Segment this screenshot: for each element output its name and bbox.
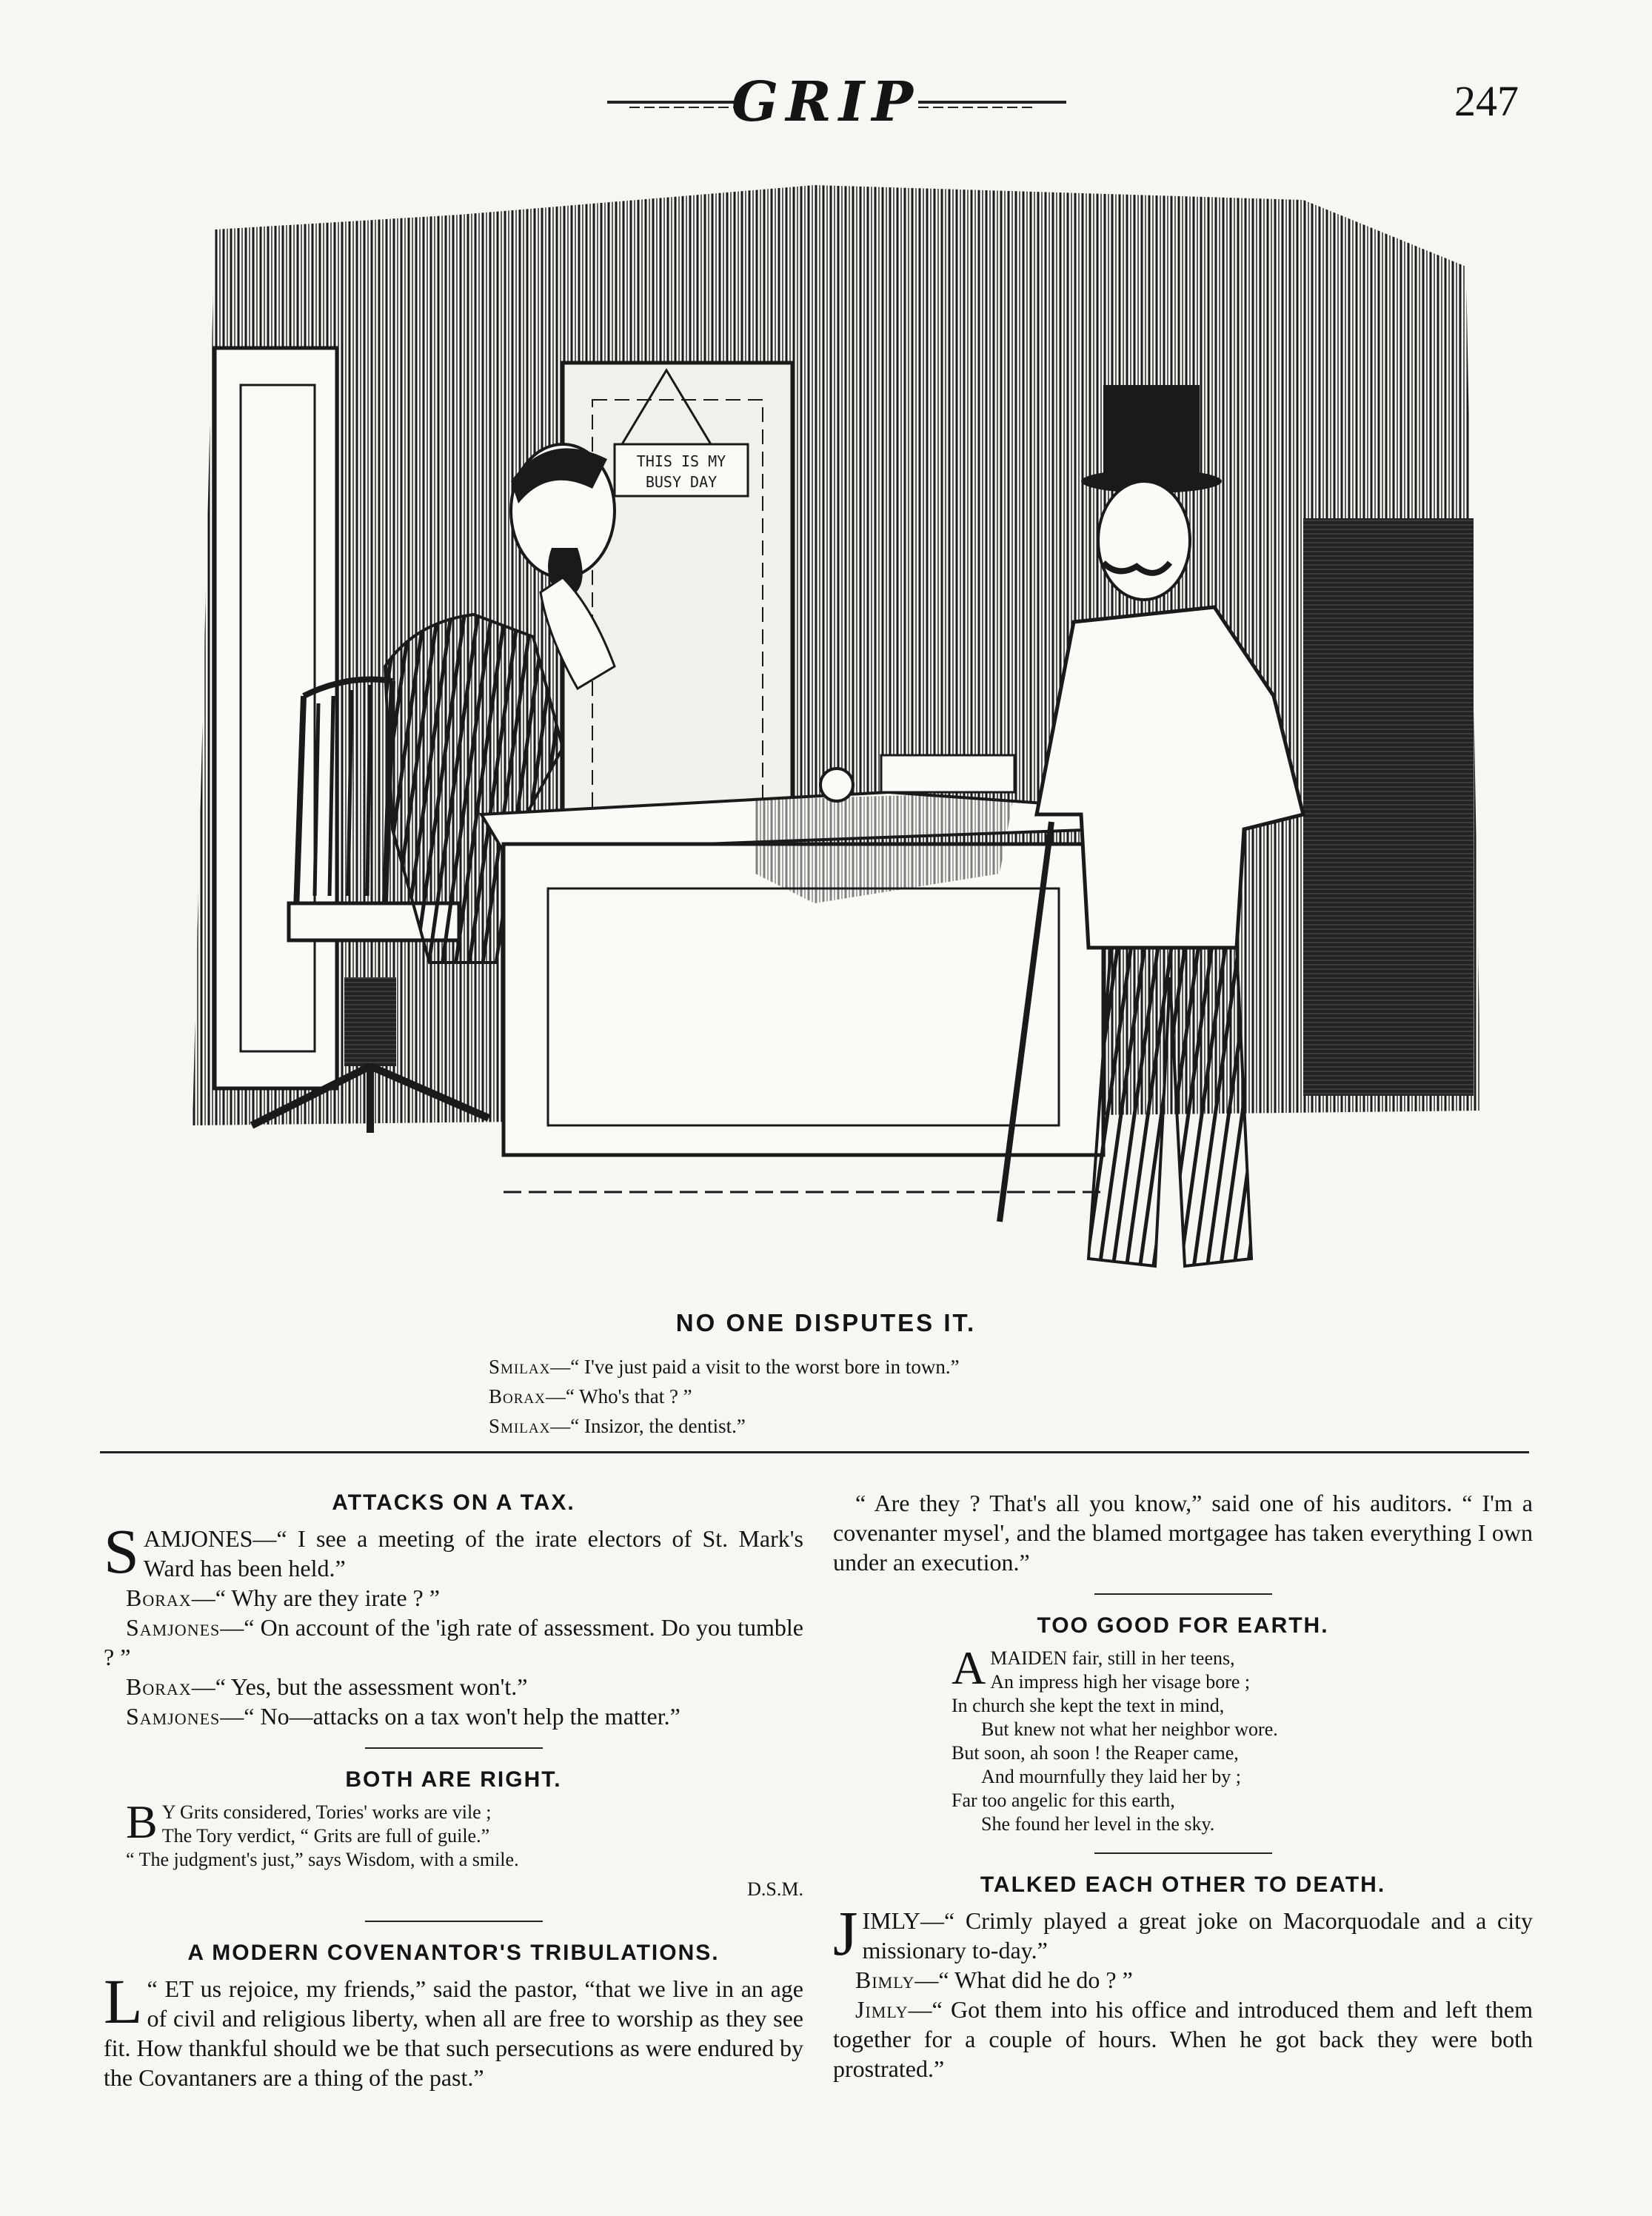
paragraph: “ Are they ? That's all you know,” said one of his auditors. “ I'm a covenanter mysel', and the blamed mortgagee has taken everything I own under an execution.” — [833, 1490, 1533, 1576]
cartoon-drawing — [148, 163, 1540, 1303]
verse-earth — [952, 1641, 1533, 1836]
article-heading-death: TALKED EACH OTHER TO DEATH. — [980, 1872, 1386, 1897]
article-divider — [365, 1921, 543, 1922]
article-heading-covenantor: A MODERN COVENANTOR'S TRIBULATIONS. — [187, 1941, 720, 1965]
book-stack — [881, 755, 1014, 792]
paragraph: Borax—“ Why are they irate ? ” — [126, 1584, 440, 1611]
verse-line: But knew not what her neighbor wore. — [981, 1718, 1278, 1740]
dialogue-text: —“ I've just paid a visit to the worst bore in town.” — [550, 1356, 960, 1378]
masthead-title: GRIP — [732, 70, 920, 134]
paragraph: Jimly—“ Got them into his office and introduced them and left them together for a couple of hours. When he got back they were both prostrated.” — [833, 1996, 1533, 2082]
ink-bottle — [820, 769, 853, 801]
dialogue-line — [489, 1411, 960, 1441]
drop-cap: S — [104, 1516, 139, 1587]
drop-cap: A — [952, 1641, 986, 1694]
dialogue-text: —“ Who's that ? ” — [545, 1385, 692, 1407]
paragraph: Samjones—“ No—attacks on a tax won't help the matter.” — [126, 1703, 680, 1730]
chair-pedestal — [344, 977, 396, 1066]
paragraph: Samjones—“ On account of the 'igh rate of assessment. Do you tumble ? ” — [104, 1614, 803, 1670]
masthead — [0, 70, 1652, 137]
drop-cap: B — [126, 1795, 158, 1848]
dialogue-text: —“ Insizor, the dentist.” — [550, 1415, 746, 1437]
paragraph: Bimly—“ What did he do ? ” — [855, 1966, 1133, 1993]
article-divider — [365, 1747, 543, 1749]
author-signature: D.S.M. — [747, 1878, 803, 1900]
speaker-name: Smilax — [489, 1356, 551, 1378]
verse-line: But soon, ah soon ! the Reaper came, — [952, 1742, 1239, 1764]
dialogue-line — [489, 1382, 960, 1411]
speaker-name: Borax — [489, 1385, 546, 1407]
article-heading-attacks: ATTACKS ON A TAX. — [332, 1490, 575, 1515]
speaker-name: Smilax — [489, 1415, 551, 1437]
paragraph: SAMJONES—“ I see a meeting of the irate electors of St. Mark's Ward has been held.” — [104, 1516, 803, 1587]
article-divider — [1094, 1852, 1272, 1854]
paragraph: JIMLY—“ Crimly played a great joke on Macorquodale and a city missionary to-day.” — [833, 1898, 1533, 1969]
sign-text-line2: BUSY DAY — [645, 473, 718, 491]
right-column — [833, 1488, 1533, 2083]
drop-cap: J — [833, 1898, 858, 1969]
section-divider — [100, 1451, 1529, 1453]
verse-line: And mournfully they laid her by ; — [981, 1766, 1241, 1787]
cartoon-dialogue — [489, 1352, 960, 1441]
sign-text-line1: THIS IS MY — [636, 452, 726, 470]
article-heading-both: BOTH ARE RIGHT. — [345, 1767, 562, 1792]
verse-line: “ The judgment's just,” says Wisdom, with a smile. — [126, 1849, 519, 1870]
verse-both — [126, 1795, 803, 1872]
article-divider — [1094, 1593, 1272, 1595]
shadow-area — [1303, 518, 1474, 1096]
page-number: 247 — [1454, 77, 1519, 125]
standing-man-head — [1098, 481, 1190, 600]
top-hat — [1103, 385, 1200, 481]
verse-line: The Tory verdict, “ Grits are full of guile.” — [161, 1825, 490, 1847]
paragraph: “ L ET us rejoice, my friends,” said the pastor, “that we live in an age of civil and religious liberty, when all are free to worship as they see fit. How thankful should we be that such persecutions as were endured by the Covantaners are a thing of the past.” — [104, 1966, 804, 2091]
masthead-rule-right — [918, 100, 1066, 109]
verse-line: An impress high her visage bore ; — [990, 1671, 1251, 1693]
verse-line: B Y Grits considered, Tories' works are vile ; — [126, 1795, 492, 1848]
verse-line: Far too angelic for this earth, — [952, 1790, 1175, 1811]
left-column — [104, 1488, 803, 2092]
drop-cap: L — [104, 1966, 143, 2037]
dialogue-line — [489, 1352, 960, 1382]
cartoon-illustration — [148, 163, 1540, 1303]
article-heading-earth: TOO GOOD FOR EARTH. — [1037, 1613, 1329, 1638]
paragraph: Borax—“ Yes, but the assessment won't.” — [126, 1673, 528, 1700]
verse-line: AMAIDEN fair, still in her teens, — [952, 1641, 1235, 1694]
cartoon-caption-title: NO ONE DISPUTES IT. — [675, 1309, 977, 1336]
verse-line: In church she kept the text in mind, — [952, 1695, 1225, 1716]
verse-line: She found her level in the sky. — [981, 1813, 1215, 1835]
